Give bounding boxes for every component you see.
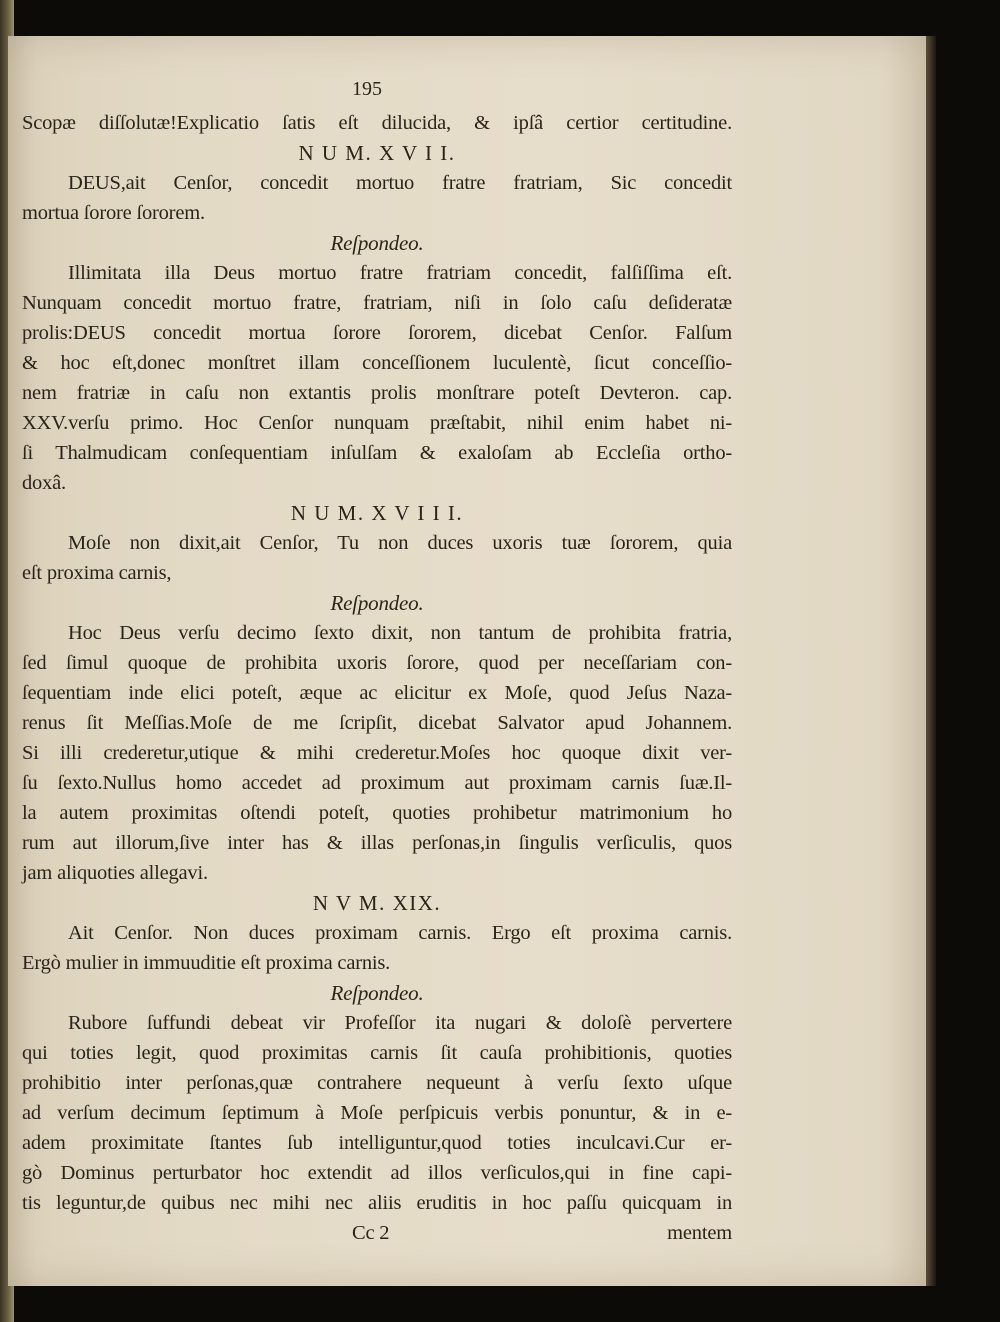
text-line: renus ſit Meſſias.Moſe de me ſcripſit, dicebat Salvator apud Johannem. [22, 712, 732, 734]
text-line: prolis:DEUS concedit mortua ſorore ſororem, dicebat Cenſor. Falſum [22, 322, 732, 344]
page-text [22, 78, 732, 1248]
text-line: ſi Thalmudicam conſequentiam inſulſam & exaloſam ab Eccleſia ortho- [22, 442, 732, 464]
page-number: 195 [352, 78, 382, 100]
text-line: Rubore ſuffundi debeat vir Profeſſor ita nugari & doloſè pervertere [68, 1012, 732, 1034]
text-line: gò Dominus perturbator hoc extendit ad illos verſiculos,qui in fine capi- [22, 1162, 732, 1184]
text-line: Ait Cenſor. Non duces proximam carnis. Ergo eſt proxima carnis. [68, 922, 732, 944]
text-line: mortua ſorore ſororem. [22, 202, 205, 224]
section-heading: N V M. XIX. [312, 891, 442, 915]
text-line: tis leguntur,de quibus nec mihi nec aliis eruditis in hoc paſſu quicquam in [22, 1192, 732, 1214]
text-line: rum aut illorum,ſive inter has & illas perſonas,in ſingulis verſiculis, quos [22, 832, 732, 854]
text-line: & hoc eſt,donec monſtret illam conceſſionem luculentè, ſicut conceſſio- [22, 352, 732, 374]
signature-mark: Cc 2 [352, 1222, 390, 1244]
page-edge-shadow [926, 36, 936, 1286]
text-line: la autem proximitas oſtendi poteſt, quoties prohibetur matrimonium ho [22, 802, 732, 824]
text-line: doxâ. [22, 472, 66, 494]
text-line: adem proximitate ſtantes ſub intelliguntur,quod toties inculcavi.Cur er- [22, 1132, 732, 1154]
text-line: ſed ſimul quoque de prohibita uxoris ſorore, quod per neceſſariam con- [22, 652, 732, 674]
text-line: Ergò mulier in immuuditie eſt proxima carnis. [22, 952, 391, 974]
text-line: ſequentiam inde elici poteſt, æque ac elicitur ex Moſe, quod Jeſus Naza- [22, 682, 732, 704]
text-line: DEUS,ait Cenſor, concedit mortuo fratre fratriam, Sic concedit [68, 172, 732, 194]
catchword: mentem [667, 1222, 732, 1244]
text-line: qui toties legit, quod proximitas carnis ſit cauſa prohibitionis, quoties [22, 1042, 732, 1064]
respondeo-heading: Reſpondeo. [330, 231, 424, 255]
text-line: Hoc Deus verſu decimo ſexto dixit, non tantum de prohibita fratria, [68, 622, 732, 644]
text-line: ſu ſexto.Nullus homo accedet ad proximum aut proximam carnis ſuæ.Il- [22, 772, 732, 794]
text-line: ad verſum decimum ſeptimum à Moſe perſpicuis verbis ponuntur, & in e- [22, 1102, 732, 1124]
respondeo-heading: Reſpondeo. [330, 981, 424, 1005]
section-heading: N U M. X V I I I. [290, 501, 464, 525]
text-line: Si illi crederetur,utique & mihi crederetur.Moſes hoc quoque dixit ver- [22, 742, 732, 764]
text-line: Nunquam concedit mortuo fratre, fratriam, niſi in ſolo caſu deſideratæ [22, 292, 732, 314]
text-line: Illimitata illa Deus mortuo fratre fratriam concedit, falſiſſima eſt. [68, 262, 732, 284]
text-line: eſt proxima carnis, [22, 562, 172, 584]
text-line: nem fratriæ in caſu non extantis prolis monſtrare poteſt Devteron. cap. [22, 382, 732, 404]
section-heading: N U M. X V I I. [298, 141, 456, 165]
text-line: jam aliquoties allegavi. [22, 862, 208, 884]
text-line: XXV.verſu primo. Hoc Cenſor nunquam præſtabit, nihil enim habet ni- [22, 412, 732, 434]
respondeo-heading: Reſpondeo. [330, 591, 424, 615]
page-footer [22, 1218, 732, 1248]
text-line: prohibitio inter perſonas,quæ contrahere nequeunt à verſu ſexto uſque [22, 1072, 732, 1094]
text-line: Moſe non dixit,ait Cenſor, Tu non duces uxoris tuæ ſororem, quia [68, 532, 732, 554]
text-line: Scopæ diſſolutæ!Explicatio ſatis eſt dilucida, & ipſâ certior certitudine. [22, 112, 732, 134]
